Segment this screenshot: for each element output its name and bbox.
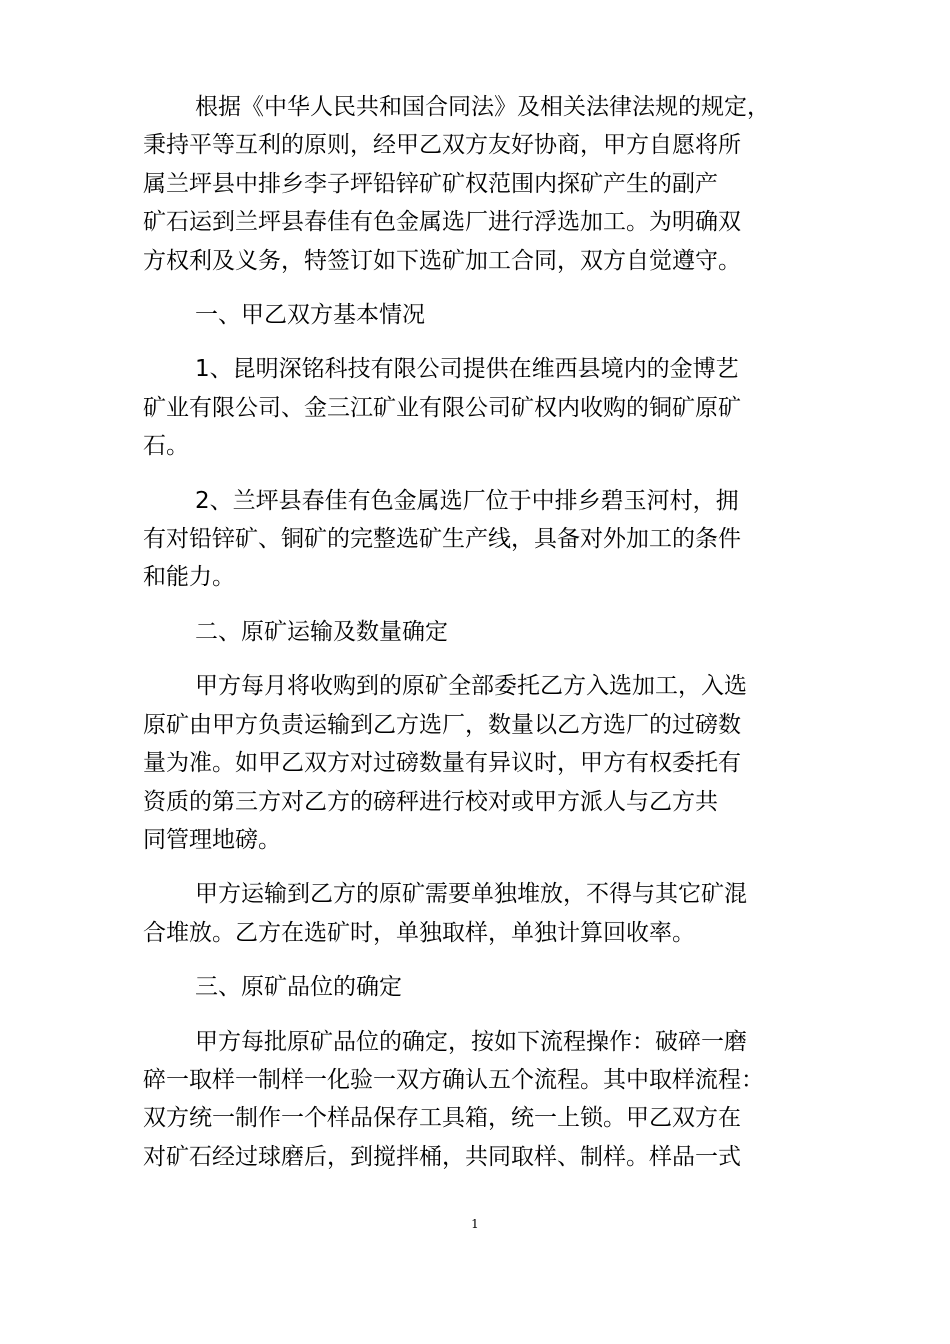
text-line: 对矿石经过球磨后，到搅拌桶，共同取样、制样。样品一式 bbox=[143, 1143, 741, 1170]
text-line: 同管理地磅。 bbox=[143, 826, 281, 853]
text-line: 有对铅锌矿、铜矿的完整选矿生产线，具备对外加工的条件 bbox=[143, 526, 741, 553]
text-line: 2、兰坪县春佳有色金属选厂位于中排乡碧玉河村，拥 bbox=[195, 487, 739, 514]
text-line: 量为准。如甲乙双方对过磅数量有异议时，甲方有权委托有 bbox=[143, 750, 741, 777]
paragraph-item-2 bbox=[143, 482, 813, 597]
paragraph-grade bbox=[143, 1023, 813, 1177]
text-line: 甲方每月将收购到的原矿全部委托乙方入选加工，入选 bbox=[195, 673, 747, 700]
text-line: 秉持平等互利的原则，经甲乙双方友好协商，甲方自愿将所 bbox=[143, 132, 741, 159]
text-line: 甲方运输到乙方的原矿需要单独堆放，不得与其它矿混 bbox=[195, 881, 747, 908]
text-line: 甲方每批原矿品位的确定，按如下流程操作：破碎一磨 bbox=[195, 1028, 747, 1055]
paragraph-item-1 bbox=[143, 350, 813, 465]
text-line: 属兰坪县中排乡李子坪铅锌矿矿权范围内探矿产生的副产 bbox=[143, 170, 718, 197]
section-heading-3 bbox=[143, 968, 813, 1006]
text-line: 矿业有限公司、金三江矿业有限公司矿权内收购的铜矿原矿 bbox=[143, 394, 741, 421]
text-line: 方权利及义务，特签订如下选矿加工合同，双方自觉遵守。 bbox=[143, 247, 741, 274]
text-line: 矿石运到兰坪县春佳有色金属选厂进行浮选加工。为明确双 bbox=[143, 209, 741, 236]
text-line: 原矿由甲方负责运输到乙方选厂，数量以乙方选厂的过磅数 bbox=[143, 711, 741, 738]
text-line: 资质的第三方对乙方的磅秤进行校对或甲方派人与乙方共 bbox=[143, 788, 718, 815]
heading-text: 二、原矿运输及数量确定 bbox=[195, 618, 448, 645]
paragraph-storage bbox=[143, 875, 813, 952]
text-line: 根据《中华人民共和国合同法》及相关法律法规的规定， bbox=[195, 94, 770, 120]
heading-text: 一、甲乙双方基本情况 bbox=[195, 302, 425, 329]
text-line: 和能力。 bbox=[143, 564, 235, 591]
text-line: 双方统一制作一个样品保存工具箱，统一上锁。甲乙双方在 bbox=[143, 1105, 741, 1132]
text-line: 碎一取样一制样一化验一双方确认五个流程。其中取样流程： bbox=[143, 1066, 764, 1093]
section-heading-2 bbox=[143, 613, 813, 651]
paragraph-intro bbox=[143, 88, 813, 280]
text-line: 1、昆明深铭科技有限公司提供在维西县境内的金博艺 bbox=[195, 356, 739, 383]
text-line: 石。 bbox=[143, 433, 189, 460]
paragraph-transport bbox=[143, 667, 813, 859]
heading-text: 三、原矿品位的确定 bbox=[195, 974, 402, 1001]
text-line: 合堆放。乙方在选矿时，单独取样，单独计算回收率。 bbox=[143, 919, 695, 946]
section-heading-1 bbox=[143, 296, 813, 334]
page-number: 1 bbox=[471, 1217, 479, 1231]
document-body bbox=[143, 88, 813, 1192]
